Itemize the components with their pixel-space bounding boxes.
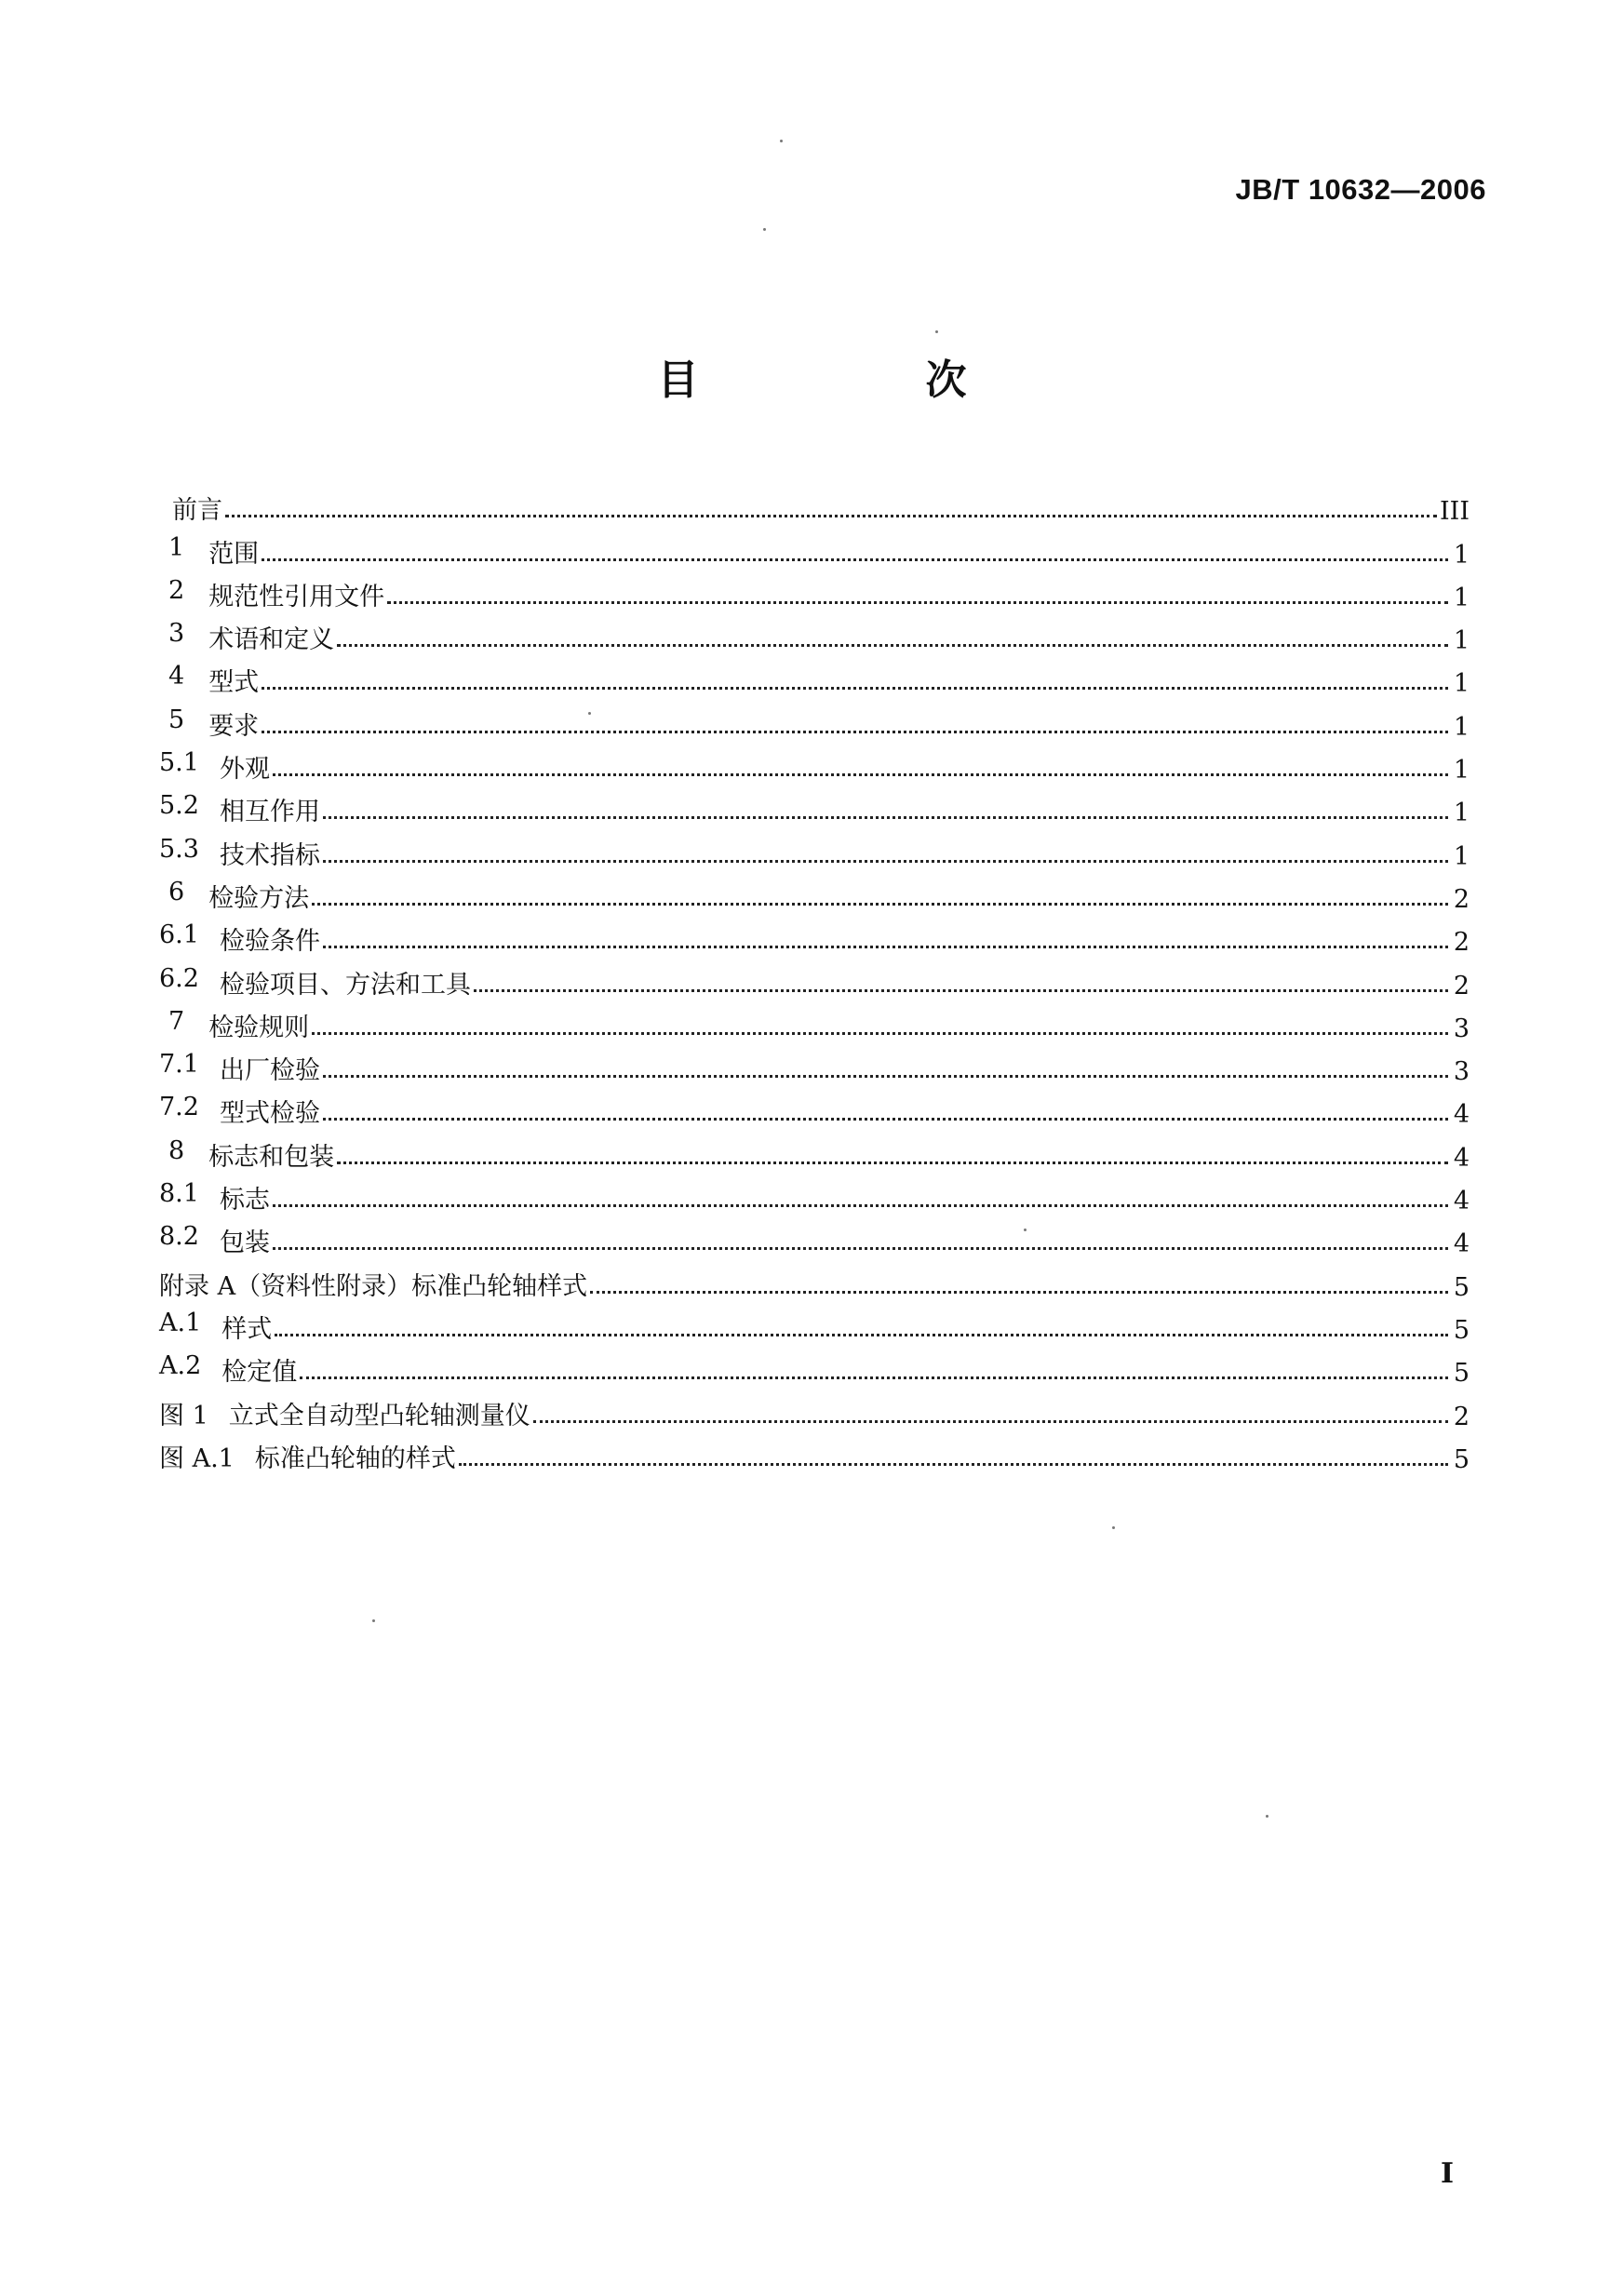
toc-entry-page: 1 [1453,756,1470,785]
toc-entry-page: 5 [1453,1272,1470,1302]
toc-dot-leader [312,903,1448,906]
toc-entry-number: 5.3 [159,834,199,864]
toc-entry-title: 要求 [208,711,260,741]
toc-entry[interactable] [159,1086,1470,1129]
toc-entry[interactable] [159,1388,1470,1430]
toc-entry[interactable] [159,1043,1470,1086]
toc-entry-label [159,1351,297,1388]
toc-entry-title: 规范性引用文件 [208,582,385,611]
toc-entry-label [159,920,320,957]
toc-entry-page: 1 [1453,669,1470,699]
scan-speck [1112,1526,1115,1529]
toc-entry-number: 2 [168,575,185,605]
scan-speck [1024,1229,1027,1231]
toc-entry-page: 4 [1453,1143,1470,1173]
toc-dot-leader [273,1204,1448,1207]
toc-entry-label [159,964,471,1000]
toc-entry-page: 2 [1453,884,1470,914]
scan-speck [780,140,783,142]
scan-speck [935,330,938,333]
toc-entry-page: 4 [1453,1100,1470,1130]
toc-entry-page: 4 [1453,1187,1470,1216]
toc-entry-number: 5.1 [159,748,199,778]
toc-entry-page: 2 [1453,1402,1470,1431]
toc-entry[interactable] [159,1302,1470,1345]
toc-entry-page: 1 [1453,626,1470,656]
toc-entry-number: 7 [168,1006,185,1036]
scan-speck [763,228,766,231]
toc-dot-leader [474,989,1448,992]
toc-entry-title: 标志 [219,1186,270,1215]
toc-entry[interactable] [159,785,1470,827]
toc-entry-number: 5 [168,705,185,734]
toc-entry-label [159,1136,334,1173]
toc-entry[interactable] [159,526,1470,569]
toc-entry-label [159,1309,272,1345]
toc-entry-title: 型式 [208,668,260,698]
toc-dot-leader [323,860,1448,863]
toc-entry-number: 图 A.1 [159,1443,235,1473]
toc-entry-title: 范围 [208,539,260,569]
toc-entry-title: 前言 [172,496,222,526]
toc-entry[interactable] [159,1258,1470,1301]
toc-dot-leader [323,1075,1448,1078]
toc-entry-page: 5 [1453,1444,1470,1474]
toc-entry-label [159,1179,270,1215]
toc-entry-label [159,662,259,698]
toc-entry-title: 立式全自动型凸轮轴测量仪 [228,1401,530,1430]
toc-entry-number: 6 [168,877,185,906]
toc-entry[interactable] [159,914,1470,957]
toc-entry[interactable] [159,483,1470,526]
toc-entry-label [172,490,222,526]
toc-entry-title: 包装 [219,1229,270,1258]
toc-dot-leader [337,1161,1448,1164]
toc-entry-title: 检定值 [221,1358,298,1388]
toc-dot-leader [312,1032,1448,1035]
toc-entry-label [159,1222,270,1258]
toc-entry[interactable] [159,742,1470,785]
toc-entry-page: 5 [1453,1315,1470,1345]
toc-entry[interactable] [159,1215,1470,1258]
toc-entry-label [159,619,334,655]
toc-entry-title: 出厂检验 [219,1056,320,1086]
page-title: 目 次 [657,356,1060,404]
toc-entry-number: 5.2 [159,791,199,821]
toc-dot-leader [262,687,1448,690]
toc-entry[interactable] [159,1173,1470,1215]
toc-entry-label [159,1093,320,1129]
toc-entry-page: 1 [1453,540,1470,570]
standard-code: JB/T 10632—2006 [1235,173,1486,206]
toc-entry[interactable] [159,1000,1470,1043]
toc-entry-page: 1 [1453,841,1470,871]
toc-entry-label [159,1050,320,1086]
toc-entry-number: 8.2 [159,1222,199,1252]
toc-entry-page: 1 [1453,712,1470,742]
toc-entry-label [159,576,384,612]
toc-dot-leader [262,558,1448,561]
toc-entry-number: A.1 [159,1308,202,1337]
toc-dot-leader [590,1291,1448,1294]
toc-entry-number: 7.1 [159,1050,199,1080]
toc-entry-title: 型式检验 [219,1099,320,1129]
toc-entry-page: 2 [1453,971,1470,1000]
page-number: I [1441,2157,1455,2190]
toc-dot-leader [262,731,1448,733]
toc-entry-number: 8.1 [159,1179,199,1209]
toc-dot-leader [533,1420,1448,1423]
toc-entry-title: 检验规则 [208,1013,310,1042]
toc-entry[interactable] [159,957,1470,1000]
toc-dot-leader [323,816,1448,819]
toc-entry-number: 3 [168,619,185,649]
toc-entry-title: 术语和定义 [208,625,335,655]
toc-dot-leader [323,1118,1448,1121]
scan-speck [372,1619,375,1622]
toc-dot-leader [459,1463,1448,1466]
toc-entry-title: 技术指标 [219,840,320,870]
toc-entry-title: 外观 [219,755,270,785]
toc-dot-leader [300,1376,1448,1379]
toc-entry-label [159,1438,456,1474]
toc-entry-page: 4 [1453,1229,1470,1259]
toc-entry-page: 1 [1453,583,1470,612]
toc-entry-title: 样式 [221,1314,273,1344]
toc-entry[interactable] [159,612,1470,655]
toc-entry-number: 8 [168,1135,185,1165]
toc-dot-leader [273,773,1448,776]
toc-entry-number: 7.2 [159,1093,199,1122]
toc-entry[interactable] [159,827,1470,870]
toc-entry-label [159,835,320,871]
toc-entry-label [159,1007,309,1043]
toc-entry[interactable] [159,570,1470,612]
toc-dot-leader [337,644,1448,647]
toc-entry-label [159,1395,530,1431]
toc-entry-number: A.2 [159,1351,202,1381]
toc-entry-number: 图 1 [159,1401,208,1430]
toc-entry-label [159,1266,587,1302]
table-of-contents [159,483,1470,1474]
toc-entry-title: 标志和包装 [208,1142,335,1172]
toc-entry-page: 5 [1453,1359,1470,1389]
toc-entry-number: 6.1 [159,920,199,950]
toc-entry-label [159,791,320,827]
scan-speck [1266,1815,1268,1818]
toc-entry-title: 标准凸轮轴的样式 [254,1443,456,1473]
toc-dot-leader [323,946,1448,948]
toc-entry-page: 3 [1453,1057,1470,1087]
toc-entry-number: 1 [168,532,185,562]
toc-dot-leader [273,1247,1448,1250]
toc-entry-title: 检验方法 [208,883,310,913]
toc-entry-title: 检验条件 [219,927,320,957]
toc-entry-title: 检验项目、方法和工具 [219,970,471,1000]
toc-entry-title: 相互作用 [219,798,320,827]
toc-entry-label [159,705,259,742]
toc-entry-label [159,533,259,570]
scan-speck [588,712,591,715]
toc-entry-title: 附录 A（资料性附录）标准凸轮轴样式 [159,1271,588,1301]
toc-entry-number: 6.2 [159,963,199,993]
toc-dot-leader [387,601,1448,604]
toc-entry[interactable] [159,655,1470,698]
toc-entry[interactable] [159,1129,1470,1172]
toc-entry[interactable] [159,1431,1470,1474]
toc-entry-page: 1 [1453,799,1470,828]
toc-dot-leader [225,515,1437,517]
toc-entry-page: 2 [1453,928,1470,958]
toc-entry-number: 4 [168,662,185,691]
toc-entry[interactable] [159,698,1470,741]
toc-entry[interactable] [159,871,1470,914]
toc-entry-label [159,878,309,914]
toc-entry-page: 3 [1453,1014,1470,1043]
toc-dot-leader [275,1334,1448,1336]
toc-entry[interactable] [159,1345,1470,1388]
toc-entry-label [159,748,270,785]
toc-entry-page: III [1440,497,1470,527]
